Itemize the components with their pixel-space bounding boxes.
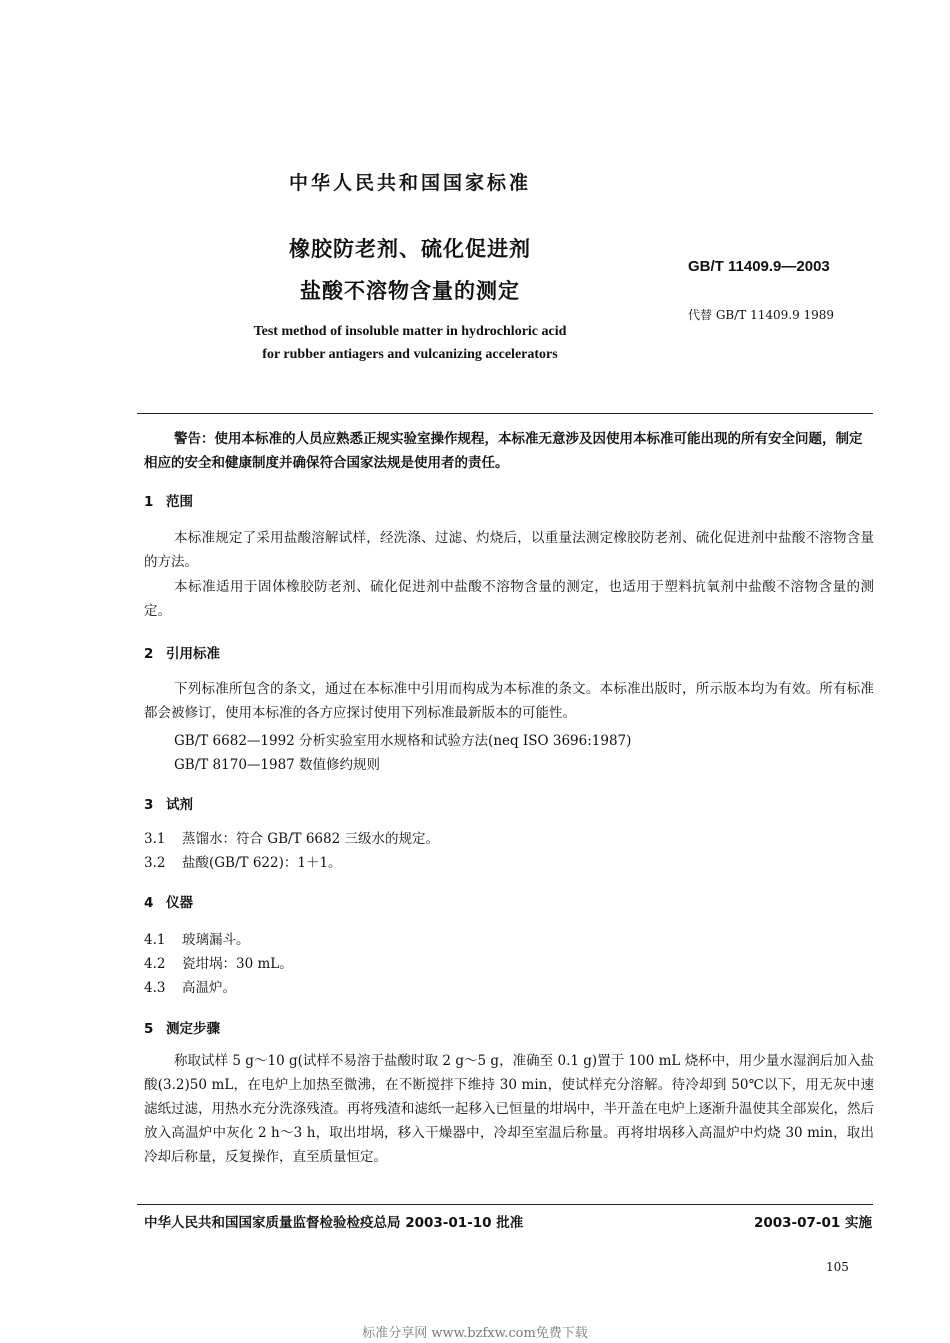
section-number: 5 <box>144 1021 154 1037</box>
section-3-heading <box>144 793 193 813</box>
item-text: 瓷坩埚：30 mL。 <box>182 956 293 972</box>
section-5-heading <box>144 1017 220 1037</box>
section-2-heading <box>144 642 220 662</box>
item-number: 4.2 <box>144 956 166 972</box>
item-number: 4.3 <box>144 980 166 996</box>
warning-text: 警告：使用本标准的人员应熟悉正规实验室操作规程，本标准无意涉及因使用本标准可能出现的所有安全问题，制定相应的安全和健康制度并确保符合国家法规是使用者的责任。 <box>144 431 863 471</box>
section-number: 3 <box>144 797 154 813</box>
section-2-paragraph-1: 下列标准所包含的条文，通过在本标准中引用而构成为本标准的条文。本标准出版时，所示版本均为有效。所有标准都会被修订，使用本标准的各方应探讨使用下列标准最新版本的可能性。 <box>144 681 874 721</box>
replaces-note: 代替 GB/T 11409.9 1989 <box>688 308 835 322</box>
item-4-1 <box>144 928 250 948</box>
page-number: 105 <box>826 1260 849 1274</box>
reference-1: GB/T 6682—1992 分析实验室用水规格和试验方法(neq ISO 3696:1987) <box>174 733 632 749</box>
item-3-2 <box>144 851 342 871</box>
item-text: 玻璃漏斗。 <box>182 932 250 948</box>
item-3-1 <box>144 827 439 847</box>
section-number: 1 <box>144 494 154 510</box>
section-title: 范围 <box>166 494 193 510</box>
section-title: 测定步骤 <box>166 1021 220 1037</box>
title-cn-line2: 盐酸不溶物含量的测定 <box>300 279 520 303</box>
item-number: 3.2 <box>144 855 166 871</box>
item-text: 蒸馏水：符合 GB/T 6682 三级水的规定。 <box>182 831 439 847</box>
item-text: 高温炉。 <box>182 980 236 996</box>
reference-2: GB/T 8170—1987 数值修约规则 <box>174 757 381 773</box>
item-text: 盐酸(GB/T 622)：1＋1。 <box>182 855 342 871</box>
approval-line: 中华人民共和国国家质量监督检验检疫总局 2003-01-10 批准 <box>144 1215 524 1231</box>
section-number: 2 <box>144 646 154 662</box>
footer-divider <box>137 1204 873 1205</box>
title-en-line1: Test method of insoluble matter in hydrochloric acid <box>253 324 567 339</box>
section-number: 4 <box>144 895 154 911</box>
section-4-heading <box>144 891 193 911</box>
item-number: 3.1 <box>144 831 166 847</box>
section-title: 引用标准 <box>166 646 220 662</box>
item-4-3 <box>144 976 236 996</box>
section-1-paragraph-2: 本标准适用于固体橡胶防老剂、硫化促进剂中盐酸不溶物含量的测定，也适用于塑料抗氧剂中盐酸不溶物含量的测定。 <box>144 579 874 619</box>
header-divider <box>137 413 873 414</box>
section-title: 试剂 <box>166 797 193 813</box>
section-5-paragraph-1: 称取试样 5 g～10 g(试样不易溶于盐酸时取 2 g～5 g，准确至 0.1 g)置于 100 mL 烧杯中，用少量水湿润后加入盐酸(3.2)50 mL，在电炉上加热至微沸，在不断搅拌下维持 30 min，使试样充分溶解。待冷却到 50℃以下，用无灰中速滤纸过滤，用热水充分洗涤残渣。再将残渣和滤纸一起移入已恒量的坩埚中，半开盖在电炉上逐渐升温使其全部炭化，然后放入高温炉中灰化 2 h～3 h，取出坩埚，移入干燥器中，冷却至室温后称量。再将坩埚移入高温炉中灼烧 30 min，取出冷却后称量，反复操作，直至质量恒定。 <box>144 1053 874 1165</box>
item-number: 4.1 <box>144 932 166 948</box>
section-1-heading <box>144 490 193 510</box>
watermark-link[interactable]: 标准分享网 www.bzfxw.com免费下载 <box>362 1326 588 1341</box>
section-title: 仪器 <box>166 895 193 911</box>
national-standard-heading: 中华人民共和国国家标准 <box>288 172 531 194</box>
title-en-line2: for rubber antiagers and vulcanizing accelerators <box>262 347 558 362</box>
title-cn-line1: 橡胶防老剂、硫化促进剂 <box>289 237 531 261</box>
standard-code: GB/T 11409.9—2003 <box>688 258 830 275</box>
effective-date: 2003-07-01 实施 <box>753 1215 872 1231</box>
section-1-paragraph-1: 本标准规定了采用盐酸溶解试样，经洗涤、过滤、灼烧后，以重量法测定橡胶防老剂、硫化促进剂中盐酸不溶物含量的方法。 <box>144 530 874 570</box>
item-4-2 <box>144 952 293 972</box>
